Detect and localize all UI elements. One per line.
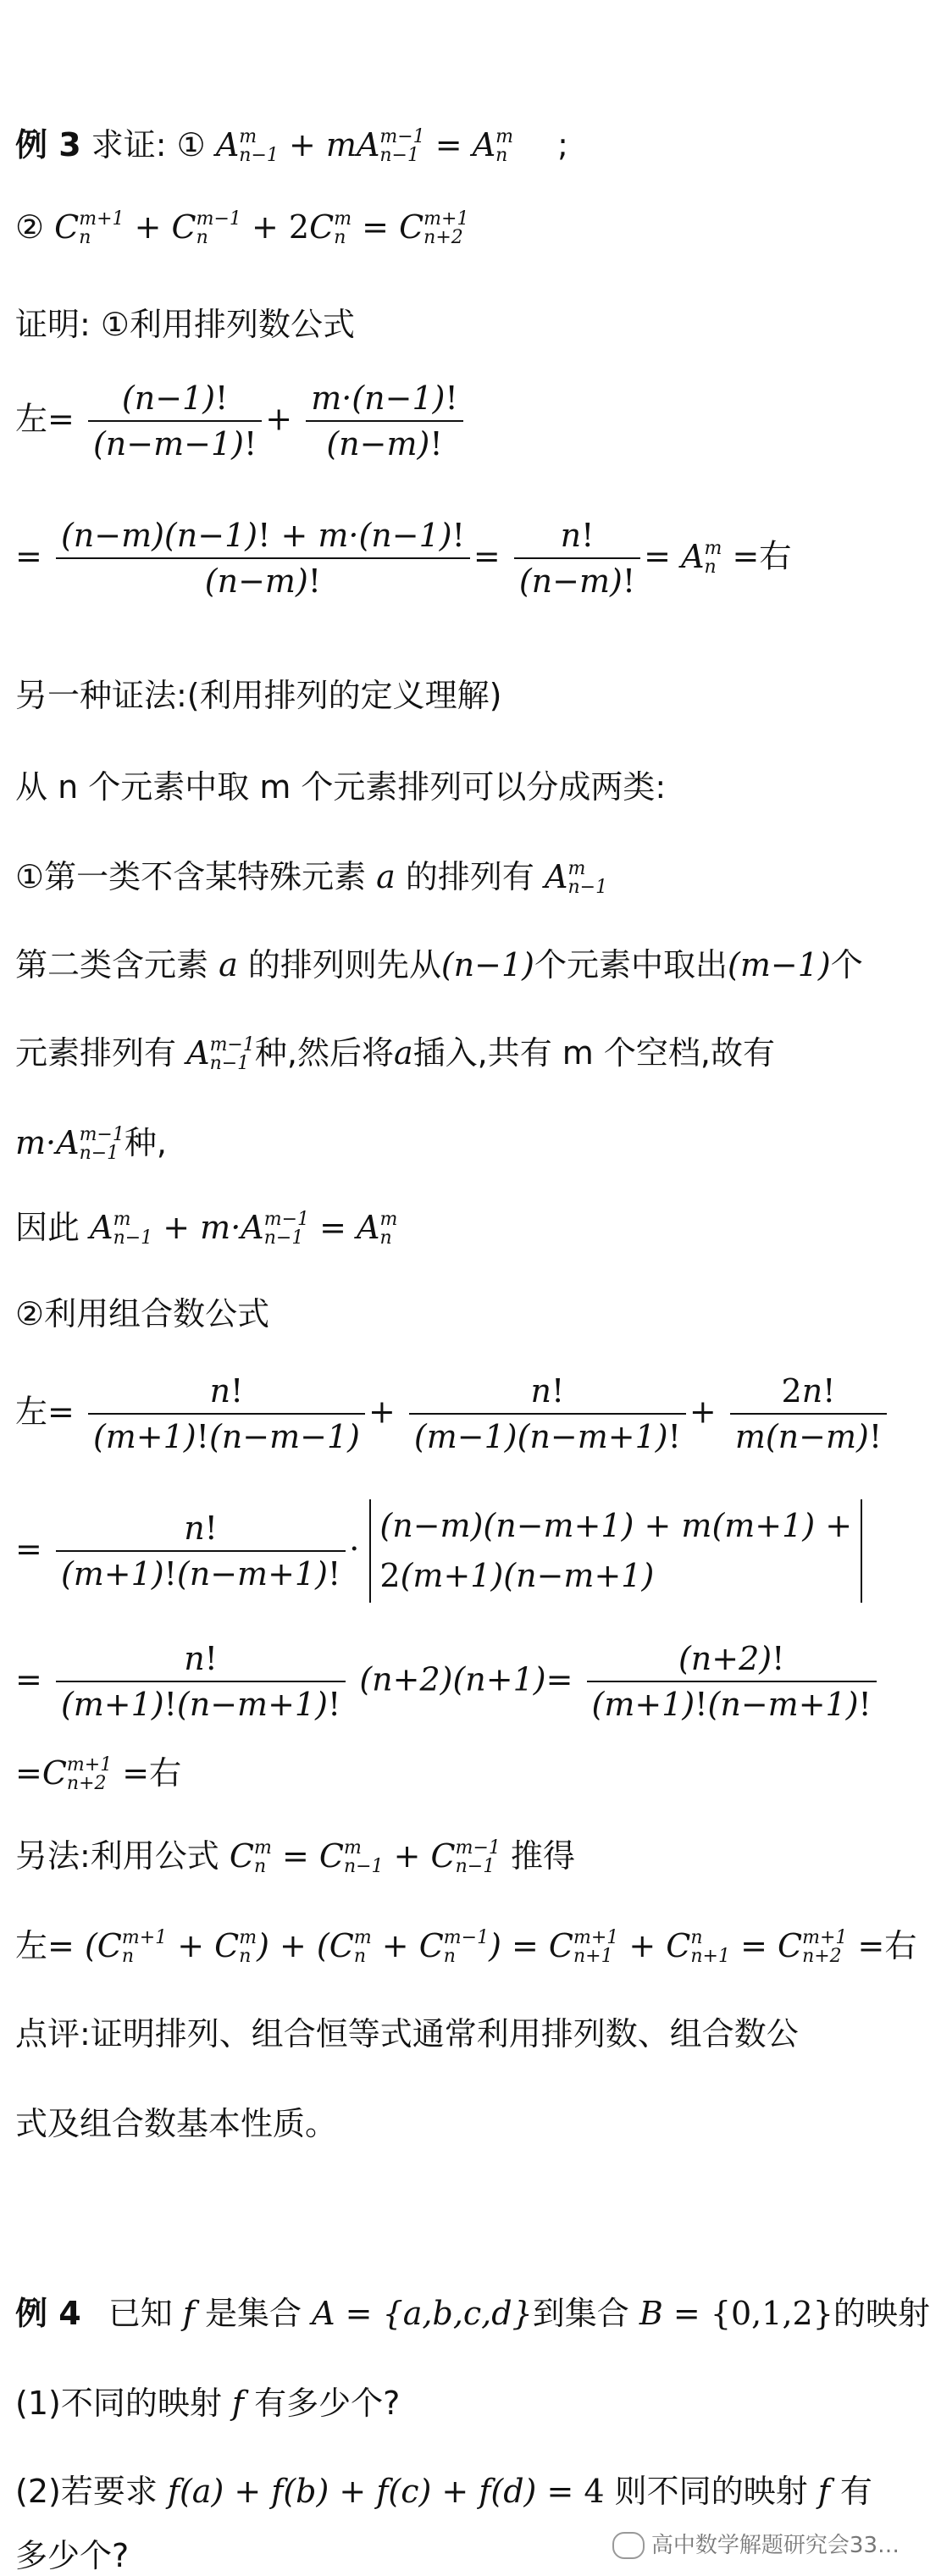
proof2-step2: = $\frac{n!}{(m+1)!(n-m+1)!}$ · (n−m)(n−m+1) + m(m+1) + 2(m+1)(n−m+1)	[15, 1499, 862, 1603]
derive-word: 推得	[511, 1837, 576, 1875]
proof-method-1: ①利用排列数公式	[100, 306, 355, 343]
ex3-title-line	[15, 119, 568, 165]
left-word: 左	[15, 1927, 48, 1964]
bracket-expression: (n−m)(n−m+1) + m(m+1) + 2(m+1)(n−m+1)	[369, 1499, 862, 1603]
ex3-prove: 求证:	[91, 126, 167, 163]
type2-d: 个	[830, 946, 863, 983]
fraction: $\frac{(n-1)!}{(n-m-1)!}$	[88, 379, 262, 463]
ex3-c1: ①	[176, 126, 206, 163]
left-word: 左	[15, 400, 48, 438]
type1-a: ①第一类不含某特殊元素	[15, 858, 367, 895]
ex4-q3: 多少个?	[15, 2537, 130, 2574]
watermark-text: 高中数学解题研究会33…	[650, 2532, 900, 2558]
type1-b: 的排列有	[405, 858, 534, 895]
comment-line-2: 式及组合数基本性质。	[15, 2105, 338, 2142]
type3-line: 元素排列有 A m−1 n−1 种,然后将a插入,共有 m 个空档,故有	[15, 1034, 775, 1074]
formula-2: C m+1 n + C m−1 n + 2C m n = C m+1 n+2	[54, 208, 469, 248]
proof-label: 证明:	[15, 306, 91, 343]
watermark	[612, 2528, 900, 2560]
other-label: 另法:利用公式	[15, 1837, 219, 1875]
semicolon: ;	[557, 126, 568, 163]
q1-b: 有多少个?	[254, 2385, 401, 2422]
type3-a: 元素排列有	[15, 1034, 177, 1072]
ex3-label: 例 3	[15, 126, 81, 163]
ex3-c2: ②	[15, 208, 45, 246]
hence-line: 因此 A m n−1 + m·A m−1 n−1 = A m n	[15, 1209, 398, 1249]
q2-b: 则不同的映射	[614, 2473, 808, 2510]
proof1-step2: = $\frac{(n-m)(n-1)! + m\cdot(n-1)!}{(n-m)!}$ = $\frac{n!}{(n-m)!}$ = A m n =右	[15, 517, 792, 600]
q1-a: (1)不同的映射	[15, 2385, 222, 2422]
ex4-q2: (2)若要求 f(a) + f(b) + f(c) + f(d) = 4 则不同的映射 f 有	[15, 2473, 872, 2510]
q2-c: 有	[839, 2473, 872, 2510]
fraction: $\frac{n!}{(m+1)!(n-m+1)!}$	[56, 1640, 346, 1723]
comment-line-1: 点评:证明排列、组合恒等式通常利用排列数、组合数公	[15, 2015, 799, 2052]
ex4-s2: 是集合	[205, 2295, 302, 2332]
wechat-icon	[612, 2532, 645, 2559]
type2-c: 个元素中取出	[534, 946, 728, 983]
type3-c: 插入,共有 m 个空档,故有	[412, 1034, 775, 1072]
hence-word: 因此	[15, 1209, 80, 1246]
proof1-step1: 左= $\frac{(n-1)!}{(n-m-1)!}$ + $\frac{m\cdot(n-1)!}{(n-m)!}$	[15, 379, 467, 463]
fraction: $\frac{2n!}{m(n-m)!}$	[730, 1372, 887, 1455]
fraction: $\frac{n!}{(m+1)!(n-m+1)!}$	[56, 1510, 346, 1593]
proof2-step1: 左= $\frac{n!}{(m+1)!(n-m-1)}$ + $\frac{n!}{(m-1)(n-m+1)!}$ + $\frac{2n!}{m(n-m)!}$	[15, 1372, 890, 1455]
ex4-label: 例 4	[15, 2295, 81, 2332]
type2-a: 第二类含元素	[15, 946, 209, 983]
proof2-result: =C m+1 n+2 =右	[15, 1754, 182, 1794]
ex4-title-line: 例 4 已知 f 是集合 A = {a,b,c,d}到集合 B = {0,1,2}的映射	[15, 2295, 930, 2332]
type2-line: 第二类含元素 a 的排列则先从(n−1)个元素中取出(m−1)个	[15, 946, 863, 983]
fraction: $\frac{(n-m)(n-1)! + m\cdot(n-1)!}{(n-m)!}$	[56, 517, 470, 600]
type2-b: 的排列则先从	[247, 946, 441, 983]
fraction: $\frac{n!}{(m-1)(n-m+1)!}$	[409, 1372, 686, 1455]
proof2-step3: = $\frac{n!}{(m+1)!(n-m+1)!}$ (n+2)(n+1)= $\frac{(n+2)!}{(m+1)!(n-m+1)!}$	[15, 1640, 880, 1723]
type4-line: m·A m−1 n−1 种,	[15, 1124, 167, 1164]
other-calc: 左= (C m+1 n + C m n ) + (C m n + C m−1 n ) = C m+1 n+1 + C n n+1 = C m+1 n+2 =右	[15, 1927, 917, 1967]
ex4-s4: 的映射	[833, 2295, 930, 2332]
type1-line: ①第一类不含某特殊元素 a 的排列有 A m n−1	[15, 858, 608, 898]
q2-a: (2)若要求	[15, 2473, 158, 2510]
type3-b: 种,然后将	[254, 1034, 394, 1072]
ex3-claim-2	[15, 208, 468, 247]
right-word: 右	[759, 537, 792, 575]
proof-method-2: ②利用组合数公式	[15, 1295, 270, 1332]
fraction: $\frac{m\cdot(n-1)!}{(n-m)!}$	[306, 379, 463, 463]
right-word: 右	[884, 1927, 917, 1964]
fraction: $\frac{n!}{(n-m)!}$	[514, 517, 640, 600]
ex4-s3: 到集合	[532, 2295, 629, 2332]
ex4-s1: 已知	[108, 2295, 173, 2332]
fraction: $\frac{(n+2)!}{(m+1)!(n-m+1)!}$	[587, 1640, 877, 1723]
category-text: 从 n 个元素中取 m 个元素排列可以分成两类:	[15, 768, 667, 806]
proof-heading	[15, 298, 355, 345]
other-method: 另法:利用公式 C m n = C m n−1 + C m−1 n−1 推得	[15, 1837, 576, 1877]
fraction: $\frac{n!}{(m+1)!(n-m-1)}$	[88, 1372, 365, 1455]
ex4-q1: (1)不同的映射 f 有多少个?	[15, 2385, 401, 2422]
left-word: 左	[15, 1393, 48, 1431]
alt-proof: 另一种证法:(利用排列的定义理解)	[15, 677, 502, 714]
formula-1: A m n−1 + mA m−1 n−1 = A m n	[215, 126, 514, 166]
right-word: 右	[149, 1754, 182, 1792]
type4: 种,	[124, 1124, 167, 1161]
